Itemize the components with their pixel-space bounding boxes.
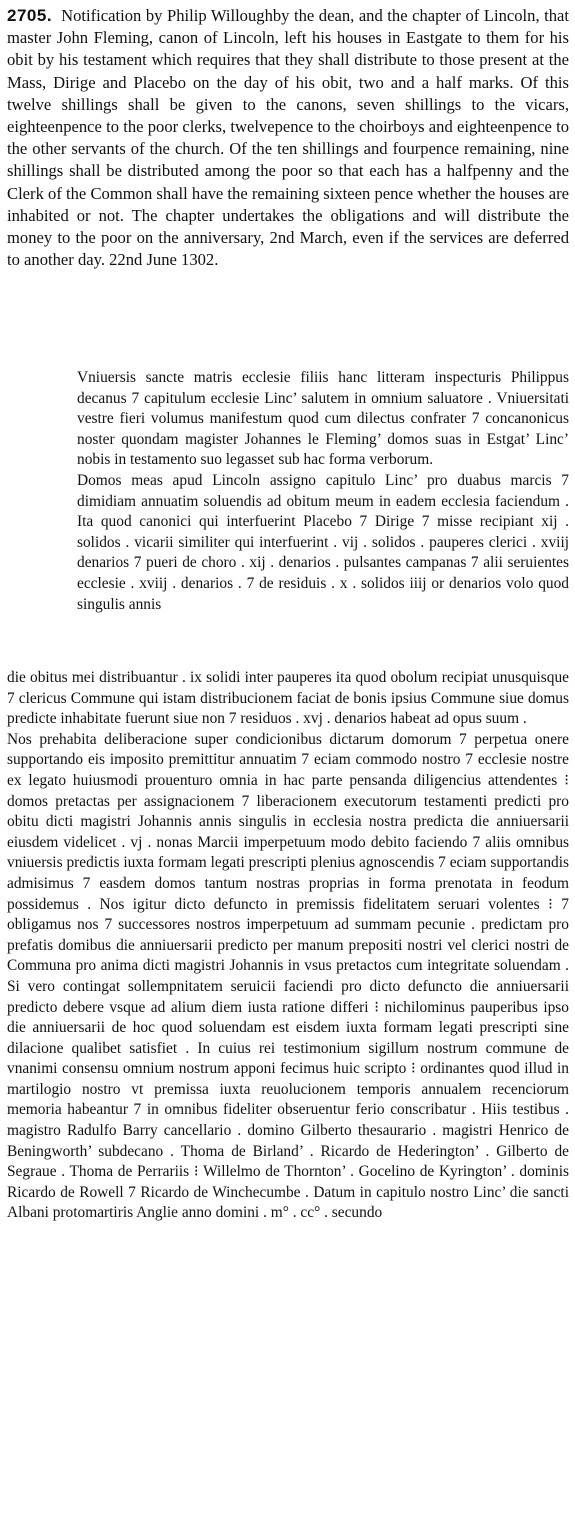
entry-summary xyxy=(7,5,569,271)
summary-text: Notification by Philip Willoughby the dean, and the chapter of Lincoln, that master John Fleming, canon of Lincoln, left his houses in Eastgate to them for his obit by his testament which requires that they shall distribute to those present at the Mass, Dirige and Placebo on the day of his obit, two and a half marks. Of this twelve shillings shall be given to the canons, seven shillings to the vicars, eighteenpence to the poor clerks, twelvepence to the choirboys and eighteenpence to the other servants of the church. Of the ten shillings and fourpence remaining, nine shillings shall be distributed among the poor so that each has a halfpenny and the Clerk of the Common shall have the remaining sixteen pence whether the houses are inhabited or not. The chapter undertakes the obligations and will distribute the money to the poor on the anniversary, 2nd March, even if the services are deferred to another day. 22nd June 1302. xyxy=(7,6,570,270)
latin-text-full xyxy=(7,668,569,1224)
latin-paragraph-2: Domos meas apud Lincoln assigno capitulo Linc’ pro duabus marcis 7 dimidiam annuatim soluendis ad obitum meum in eadem ecclesia faciendum . Ita quod canonici qui interfuerint Placebo 7 Dirige 7 misse recipiant xij . solidos . vicarii similiter qui interfuerint . vij . solidos . pauperes clerici . xviij denarios 7 pueri de choro . xij . denarios . pulsantes campanas 7 alii seruientes ecclesie . xviij . denarios . 7 de residuis . x . solidos iiij or denarios volo quod singulis annis xyxy=(77,471,569,613)
latin-text-indented xyxy=(7,368,569,615)
latin-paragraph-2-continued: die obitus mei distribuantur . ix solidi inter pauperes ita quod obolum recipiat unusquisque 7 clericus Commune qui istam distribucionem faciat de bonis ipsius Commune siue domus predicte inhabitate fuerunt siue non 7 residuos . xvj . denarios habeat ad opus suum . xyxy=(7,669,569,728)
latin-paragraph-1: Vniuersis sancte matris ecclesie filiis hanc litteram inspecturis Philippus decanus 7 capitulum ecclesie Linc’ salutem in omnium saluatore . Vniuersitati vestre fieri volumus manifestum quod cum dilectus confrater 7 concanonicus noster quondam magister Johannes le Fleming’ domos suas in Estgat’ Linc’ nobis in testamento suo legasset sub hac forma verborum. xyxy=(77,369,569,469)
latin-paragraph-3: Nos prehabita deliberacione super condicionibus dictarum domorum 7 perpetua onere supportando eis imposito premittitur annuatim 7 eciam commodo nostro 7 ecclesie nostre ex legato huiusmodi prouenturo omnia in hac parte pensanda diligencius attendentes ⁝ domos pretactas per assignacionem 7 liberacionem executorum testamenti predicti pro obitu dicti magistri Johannis annis singulis in ecclesia nostra predicta die anniuersarii eiusdem videlicet . vj . nonas Marcii imperpetuum modo debito faciendo 7 aliis omnibus vniuersis predictis iuxta formam legati prescripti plenius agnoscendis 7 eciam supportandis admisimus 7 easdem domos tantum nostras proprias in forma prenotata in feodum possidemus . Nos igitur dicto defuncto in premissis fidelitatem seruari volentes ⁝ 7 obligamus nos 7 successores nostros imperpetuum ad summam pecunie . predictam pro prefatis domibus die anniuersarii predicto per manum prepositi nostri vel clerici nostri de Communa pro anima dicti magistri Johannis in vsus pretactos cum integritate soluendam . Si vero contingat sollempnitatem seruicii faciendi pro dicto defuncto die anniuersarii predicto debere vsque ad alium diem iusta ratione differi ⁝ nichilominus pauperibus ipso die anniuersarii de hoc quod soluendam est eisdem iuxta formam legati prescripti sine dilacione qualibet satisfiet . In cuius rei testimonium sigillum nostrum commune de vnanimi consensu omnium nostrum apponi fecimus huic scripto ⁝ ordinantes quod illud in martilogio nostro vt premissa iuxta reuolucionem temporis annualem recenciorum memoria habeantur 7 in omnibus fideliter obseruentur ferio conscribatur . Hiis testibus . magistro Radulfo Barry cancellario . domino Gilberto thesaurario . magistri Henrico de Beningworth’ subdecano . Thoma de Birland’ . Ricardo de Hederington’ . Gilberto de Segraue . Thoma de Perrariis ⁝ Willelmo de Thornton’ . Gocelino de Kyrington’ . dominis Ricardo de Rowell 7 Ricardo de Winchecumbe . Datum in capitulo nostro Linc’ die sancti Albani protomartiris Anglie anno domini . m° . cc° . secundo xyxy=(7,730,569,1222)
entry-number: 2705. xyxy=(7,6,53,25)
